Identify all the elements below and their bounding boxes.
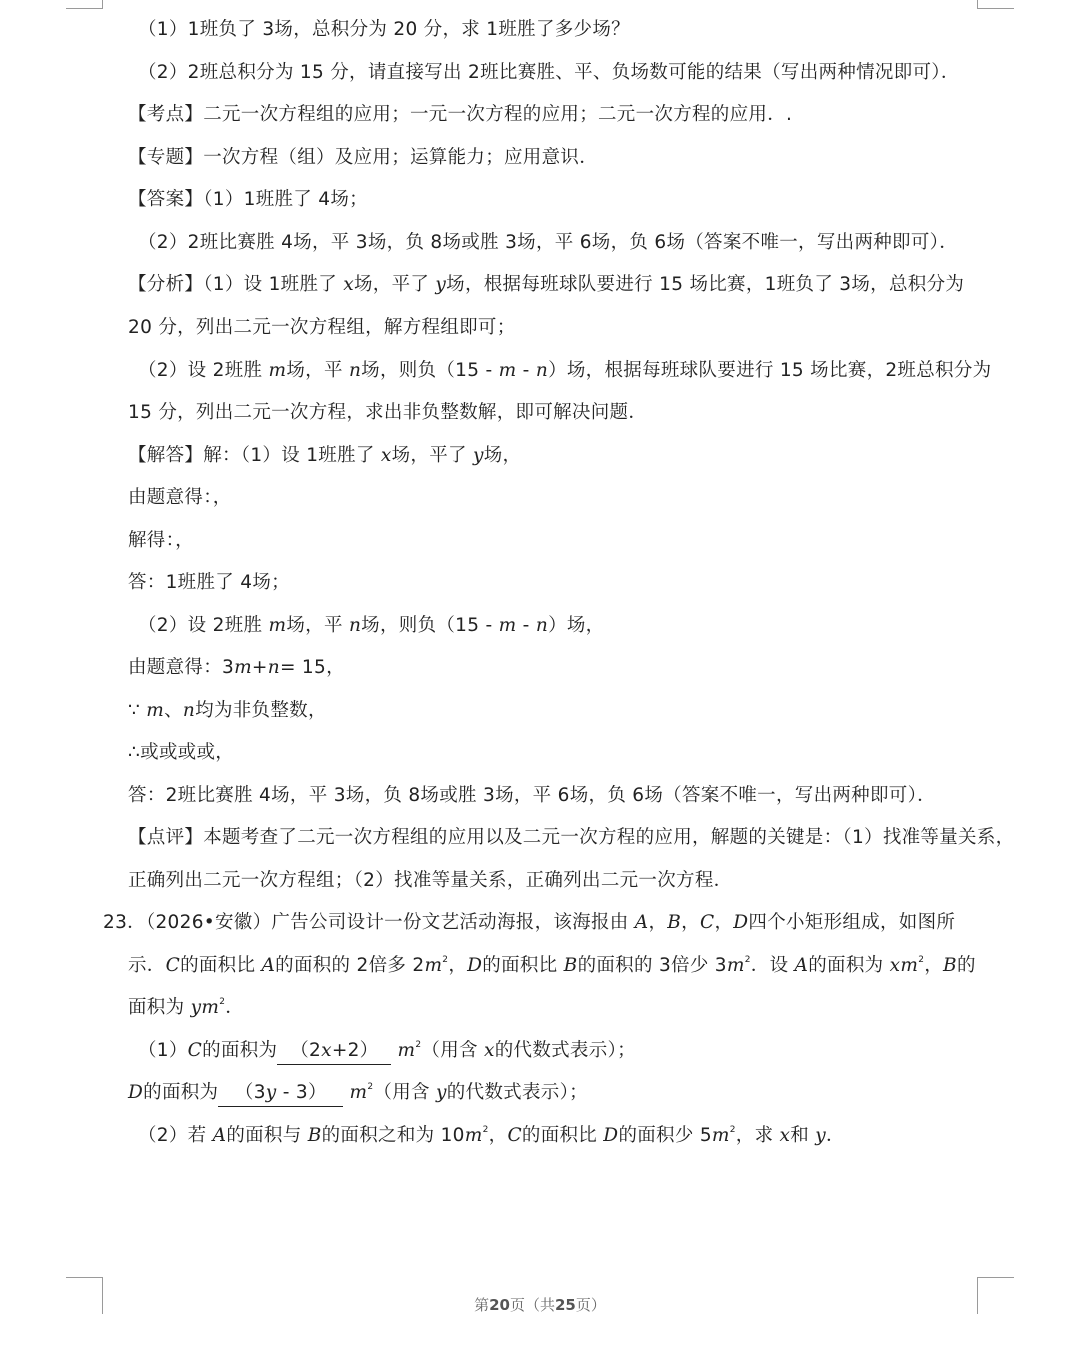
solution-cases: ∴或或或或， bbox=[128, 742, 235, 763]
solution-answer-1: 答：1班胜了 4场； bbox=[128, 572, 290, 593]
crop-mark-top-right-v bbox=[977, 0, 978, 8]
question-23-part-1-d: D的面积为 （3y - 3） $m^2$（用含 y的代数式表示）； bbox=[128, 1080, 588, 1107]
analysis-part-2: （2）设 2班胜 m场，平 n场，则负（15 - m - n）场，根据每班球队要进行 15 场比赛，2班总积分为 bbox=[138, 360, 992, 381]
crop-mark-top-left-v bbox=[102, 0, 103, 8]
topic: 【专题】一次方程（组）及应用；运算能力；应用意识． bbox=[128, 147, 599, 168]
page-footer: 第20页（共25页） bbox=[474, 1296, 606, 1314]
question-23-cont: 示．C的面积比 A的面积的 2倍多 $2m^2$，D的面积比 B的面积的 3倍少 $3m^2$．设 A的面积为 $xm^2$，B的 bbox=[128, 955, 976, 976]
question-part-1: （1）1班负了 3场，总积分为 20 分，求 1班胜了多少场？ bbox=[138, 19, 630, 40]
comment: 【点评】本题考查了二元一次方程组的应用以及二元一次方程的应用，解题的关键是：（1）找准等量关系， bbox=[128, 827, 1015, 848]
analysis-part-1-cont: 20 分，列出二元一次方程组，解方程组即可； bbox=[128, 317, 516, 338]
solution-answer-2: 答：2班比赛胜 4场，平 3场，负 8场或胜 3场，平 6场，负 6场（答案不唯一，写出两种即可）． bbox=[128, 785, 936, 806]
solution-equation-2: 由题意得：3m+n= 15， bbox=[128, 657, 345, 678]
crop-mark-top-left-h bbox=[66, 8, 103, 9]
page-number: 20 bbox=[489, 1296, 510, 1314]
solution-part-2: （2）设 2班胜 m场，平 n场，则负（15 - m - n）场， bbox=[138, 615, 605, 636]
solution-solved: 解得：， bbox=[128, 530, 194, 551]
solution-condition: ∵ m、n均为非负整数， bbox=[128, 700, 327, 721]
question-23: 23．（2026•安徽）广告公司设计一份文艺活动海报，该海报由 A，B，C，D四个小矩形组成，如图所 bbox=[103, 912, 956, 933]
analysis-part-2-cont: 15 分，列出二元一次方程，求出非负整数解，即可解决问题． bbox=[128, 402, 648, 423]
comment-cont: 正确列出二元一次方程组；（2）找准等量关系，正确列出二元一次方程． bbox=[128, 870, 733, 891]
solution-heading: 【解答】解：（1）设 1班胜了 x场，平了 y场， bbox=[128, 445, 522, 466]
question-23-part-2: （2）若 A的面积与 B的面积之和为 $10m^2$，C的面积比 D的面积少 $5m^2$，求 x和 y． bbox=[138, 1125, 845, 1146]
knowledge-points: 【考点】二元一次方程组的应用；一元一次方程的应用；二元一次方程的应用．. bbox=[128, 104, 793, 125]
question-23-part-1: （1）C的面积为 （2x+2） $m^2$（用含 x的代数式表示）； bbox=[138, 1038, 636, 1065]
crop-mark-bottom-left-h bbox=[66, 1277, 103, 1278]
answer-heading: 【答案】（1）1班胜了 4场； bbox=[128, 189, 368, 210]
answer-blank-d: （3y - 3） bbox=[218, 1081, 343, 1107]
analysis-part-1: 【分析】（1）设 1班胜了 x场，平了 y场，根据每班球队要进行 15 场比赛，1班负了 3场，总积分为 bbox=[128, 274, 965, 295]
solution-equation: 由题意得：， bbox=[128, 487, 232, 508]
crop-mark-top-right-h bbox=[977, 8, 1014, 9]
page-total: 25 bbox=[555, 1296, 576, 1314]
question-23-cont-2: 面积为 $ym^2$． bbox=[128, 997, 245, 1018]
answer-part-2: （2）2班比赛胜 4场，平 3场，负 8场或胜 3场，平 6场，负 6场（答案不唯一，写出两种即可）． bbox=[138, 232, 958, 253]
question-part-2: （2）2班总积分为 15 分，请直接写出 2班比赛胜、平、负场数可能的结果（写出两种情况即可）． bbox=[138, 62, 960, 83]
crop-mark-bottom-right-h bbox=[977, 1277, 1014, 1278]
answer-blank-c: （2x+2） bbox=[277, 1039, 391, 1065]
